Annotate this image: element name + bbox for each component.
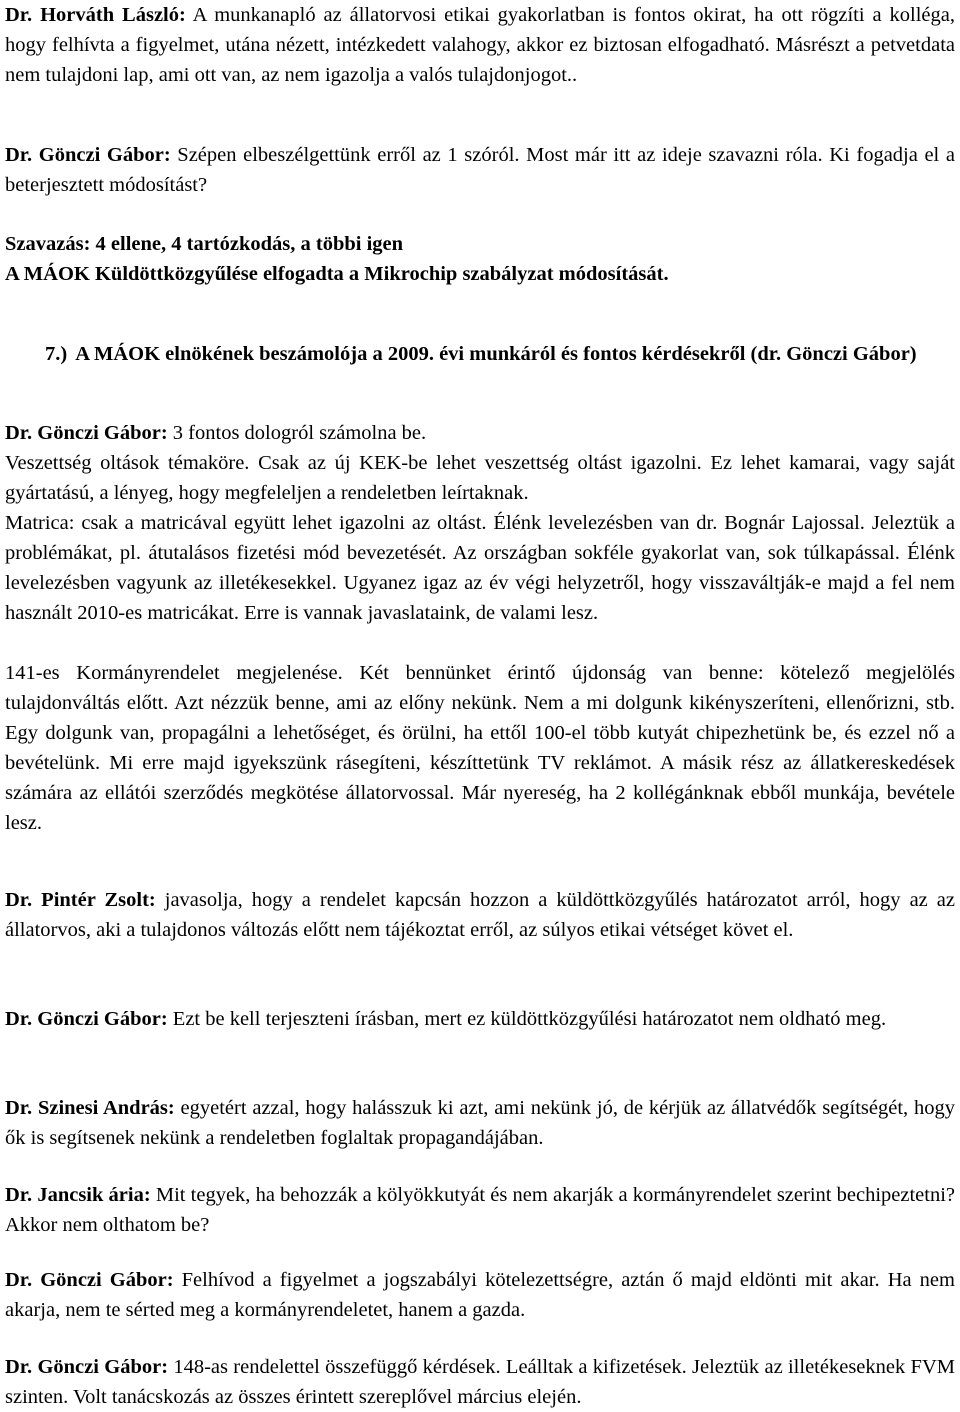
- paragraph-gonczi-vote-call: [5, 140, 955, 200]
- resolution-line: A MÁOK Küldöttközgyűlése elfogadta a Mikrochip szabályzat módosítását.: [5, 263, 669, 285]
- paragraph-gonczi-obligation: [5, 1265, 955, 1325]
- speaker-name: Dr. Gönczi Gábor:: [5, 422, 168, 444]
- paragraph-text: Szépen elbeszélgettünk erről az 1 szóról. Most már itt az ideje szavazni róla. Ki fogadja el a beterjesztett módosítást?: [5, 144, 955, 196]
- paragraph-text: Ezt be kell terjeszteni írásban, mert ez küldöttközgyűlési határozatot nem oldható meg.: [167, 1008, 887, 1030]
- paragraph-sticker: [5, 508, 955, 628]
- section-heading-7: [45, 339, 955, 369]
- paragraph-jancsik: [5, 1180, 955, 1240]
- vote-result: [5, 229, 955, 289]
- speaker-name: Dr. Jancsik ária:: [5, 1184, 151, 1206]
- paragraph-rabies: [5, 448, 955, 508]
- speaker-name: Dr. Gönczi Gábor:: [5, 1356, 169, 1378]
- paragraph-pinter: [5, 885, 955, 945]
- speaker-name: Dr. Gönczi Gábor:: [5, 1008, 168, 1030]
- paragraph-text: 3 fontos dologról számolna be.: [167, 422, 427, 444]
- paragraph-text: Felhívod a figyelmet a jogszabályi kötelezettségre, aztán ő majd eldönti mit akar. Ha nem akarja, nem te sérted meg a kormányrendeletet, hanem a gazda.: [5, 1269, 955, 1321]
- paragraph-text: egyetért azzal, hogy halásszuk ki azt, ami nekünk jó, de kérjük az állatvédők segítségét, hogy ők is segítsenek nekünk a rendeletben foglaltak propagandájában.: [5, 1097, 955, 1149]
- paragraph-text: Matrica: csak a matricával együtt lehet igazolni az oltást. Élénk levelezésben van dr. Bognár Lajossal. Jeleztük a problémákat, pl. átutalásos fizetési mód bevezetését. Az országban sokféle gyakorlat van, sok túlkapással. Élénk levelezésben vagyunk az illetékesekkel. Ugyanez igaz az év végi helyzetről, hogy visszaváltják-e majd a fel nem használt 2010-es matricákat. Erre is vannak javaslataink, de valami lesz.: [5, 512, 955, 624]
- paragraph-szinesi: [5, 1093, 955, 1153]
- heading-text: A MÁOK elnökének beszámolója a 2009. évi munkáról és fontos kérdésekről (dr. Gönczi Gábor): [75, 343, 917, 365]
- paragraph-text: javasolja, hogy a rendelet kapcsán hozzon a küldöttközgyűlés határozatot arról, hogy az az állatorvos, aki a tulajdonos változás előtt nem tájékoztat erről, az súlyos etikai vétséget követ el.: [5, 889, 956, 941]
- speaker-name: Dr. Horváth László:: [5, 4, 186, 26]
- speaker-name: Dr. Szinesi András:: [5, 1097, 175, 1119]
- paragraph-horvath: [5, 0, 955, 90]
- paragraph-text: Mit tegyek, ha behozzák a kölyökkutyát és nem akarják a kormányrendelet szerint bechipeztetni? Akkor nem olthatom be?: [5, 1184, 956, 1236]
- paragraph-gonczi-148: [5, 1352, 955, 1412]
- paragraph-decree-141: [5, 658, 955, 838]
- paragraph-text: Veszettség oltások témaköre. Csak az új KEK-be lehet veszettség oltást igazolni. Ez lehet kamarai, vagy saját gyártatású, a lényeg, hogy megfeleljen a rendeletben leírtaknak.: [5, 452, 955, 504]
- heading-number: 7.): [45, 343, 68, 365]
- paragraph-gonczi-report: [5, 418, 955, 448]
- paragraph-gonczi-written: [5, 1004, 955, 1034]
- speaker-name: Dr. Gönczi Gábor:: [5, 144, 171, 166]
- speaker-name: Dr. Gönczi Gábor:: [5, 1269, 174, 1291]
- vote-line: Szavazás: 4 ellene, 4 tartózkodás, a többi igen: [5, 233, 404, 255]
- paragraph-text: 148-as rendelettel összefüggő kérdések. Leálltak a kifizetések. Jeleztük az illetékeseknek FVM szinten. Volt tanácskozás az összes érintett szereplővel március elején.: [5, 1356, 955, 1408]
- paragraph-text: A munkanapló az állatorvosi etikai gyakorlatban is fontos okirat, ha ott rögzíti a kolléga, hogy felhívta a figyelmet, utána nézett, intézkedett valahogy, akkor ez biztosan elfogadható. Másrészt a petvetdata nem tulajdoni lap, ami ott van, az nem igazolja a valós tulajdonjogot..: [5, 4, 955, 86]
- paragraph-text: 141-es Kormányrendelet megjelenése. Két bennünket érintő újdonság van benne: kötelező megjelölés tulajdonváltás előtt. Azt nézzük benne, ami az előny nekünk. Nem a mi dolgunk kikényszeríteni, ellenőrizni, stb. Egy dolgunk van, propagálni a lehetőséget, és örülni, ha ettől 100-el több kutyát chipezhetünk be, és ezzel nő a bevételünk. Mi erre majd igyekszünk rásegíteni, készíttetünk TV reklámot. A másik rész az állatkereskedések számára az ellátói szerződés megkötése állatorvossal. Már nyereség, ha 2 kollégánknak ebből munkája, bevétele lesz.: [5, 662, 955, 834]
- speaker-name: Dr. Pintér Zsolt:: [5, 889, 156, 911]
